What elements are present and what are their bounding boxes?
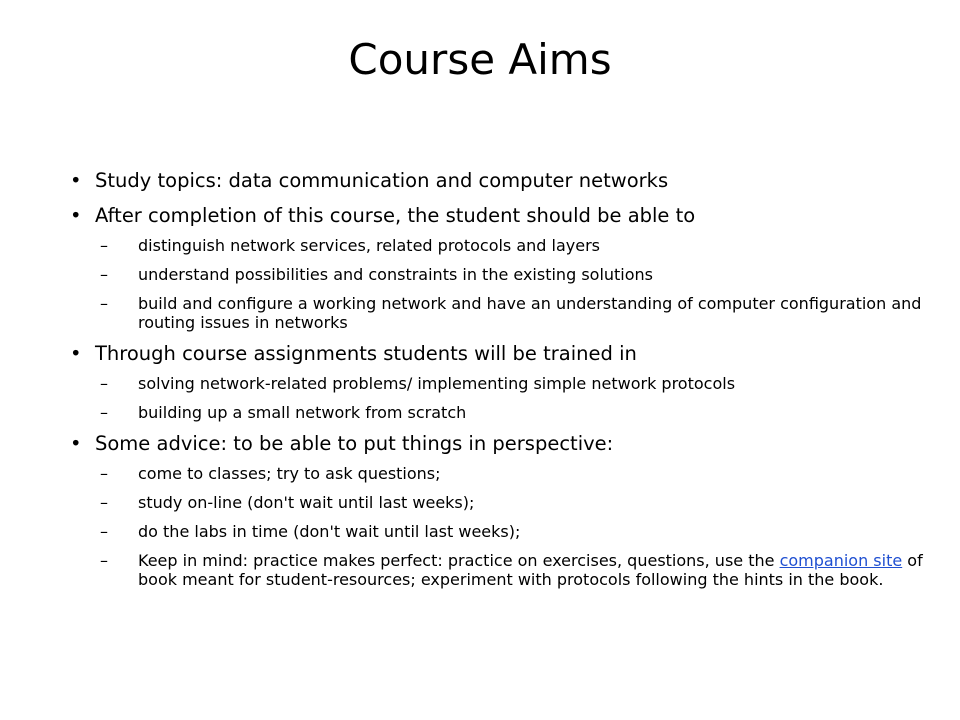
sub-bullet-item — [70, 493, 930, 512]
bullet-group — [70, 341, 930, 422]
bullet-text: After completion of this course, the student should be able to — [95, 204, 696, 227]
bullet-group — [70, 168, 930, 194]
bullet-text: Through course assignments students will be trained in — [95, 342, 637, 365]
dash-icon: – — [100, 265, 108, 284]
sub-bullet-text: come to classes; try to ask questions; — [138, 464, 441, 483]
bullet-icon: • — [70, 432, 82, 455]
sub-bullet-text-before: Keep in mind: practice makes perfect: practice on exercises, questions, use the — [138, 551, 775, 570]
dash-icon: – — [100, 294, 108, 313]
bullet-icon: • — [70, 169, 82, 192]
sub-bullet-text: understand possibilities and constraints in the existing solutions — [138, 265, 654, 284]
bullet-item — [70, 341, 930, 367]
sub-bullet-text: distinguish network services, related protocols and layers — [138, 236, 601, 255]
sub-bullet-item — [70, 522, 930, 541]
bullet-item — [70, 203, 930, 229]
companion-site-link[interactable]: companion site — [779, 551, 903, 570]
sub-bullet-item — [70, 403, 930, 422]
sub-bullet-text: building up a small network from scratch — [138, 403, 467, 422]
dash-icon: – — [100, 522, 108, 541]
sub-bullet-item — [70, 265, 930, 284]
dash-icon: – — [100, 374, 108, 393]
sub-bullet-item — [70, 236, 930, 255]
dash-icon: – — [100, 403, 108, 422]
slide-content — [70, 168, 930, 598]
dash-icon: – — [100, 464, 108, 483]
bullet-icon: • — [70, 342, 82, 365]
dash-icon: – — [100, 551, 108, 570]
sub-bullet-text-after: of book meant for student-resources; experiment with protocols following the hints in the book. — [138, 551, 923, 589]
sub-bullet-text: study on-line (don't wait until last weeks); — [138, 493, 475, 512]
sub-bullet-text: solving network-related problems/ implementing simple network protocols — [138, 374, 736, 393]
slide-title: Course Aims — [348, 35, 612, 84]
bullet-text: Study topics: data communication and computer networks — [95, 169, 669, 192]
sub-bullet-item — [70, 294, 930, 332]
bullet-item — [70, 431, 930, 457]
sub-bullet-text: do the labs in time (don't wait until last weeks); — [138, 522, 521, 541]
dash-icon: – — [100, 236, 108, 255]
dash-icon: – — [100, 493, 108, 512]
bullet-group — [70, 203, 930, 332]
sub-bullet-item — [70, 374, 930, 393]
sub-bullet-text: build and configure a working network and have an understanding of computer configuration and routing issues in networks — [138, 294, 922, 332]
bullet-group — [70, 431, 930, 589]
sub-bullet-item — [70, 551, 930, 589]
sub-bullet-item — [70, 464, 930, 483]
bullet-icon: • — [70, 204, 82, 227]
bullet-text: Some advice: to be able to put things in perspective: — [95, 432, 614, 455]
bullet-item — [70, 168, 930, 194]
